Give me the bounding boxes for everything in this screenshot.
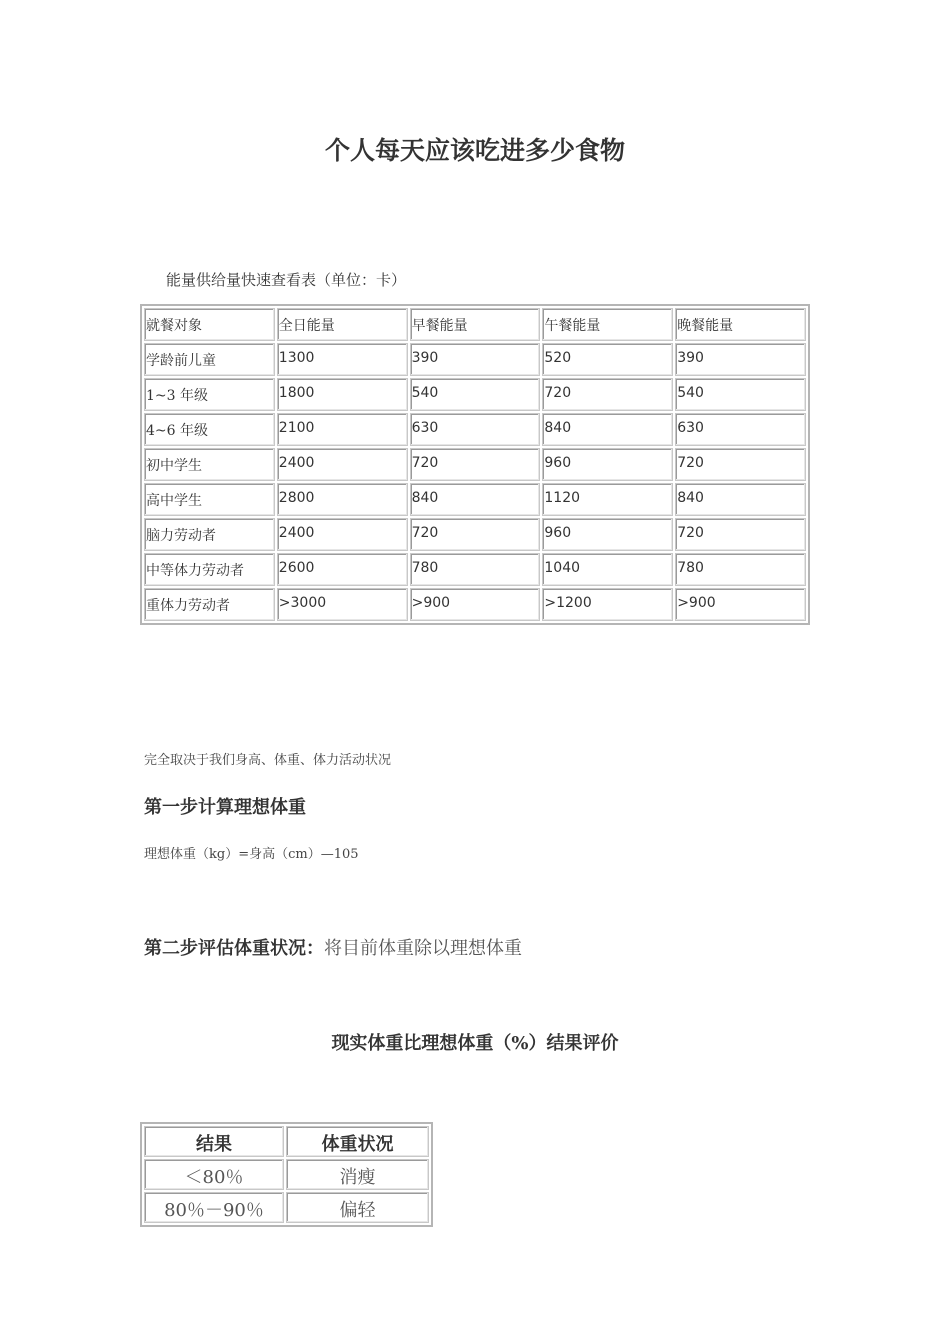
table-row [144, 553, 806, 586]
table-row [144, 483, 806, 516]
step1-heading: 第一步计算理想体重 [144, 797, 306, 818]
table-cell: >1200 [542, 588, 673, 621]
table-row [144, 413, 806, 446]
table-cell: 1800 [277, 378, 408, 411]
table-cell: 学龄前儿童 [144, 343, 275, 376]
table-cell: 520 [542, 343, 673, 376]
table-cell: 1~3 年级 [144, 378, 275, 411]
table-cell: 780 [675, 553, 806, 586]
step2-paragraph [144, 934, 522, 960]
table-cell: 1040 [542, 553, 673, 586]
table-cell: 630 [675, 413, 806, 446]
table-cell: 2100 [277, 413, 408, 446]
table-caption: 能量供给量快速查看表（单位：卡） [166, 271, 407, 289]
table-header-cell: 午餐能量 [542, 308, 673, 341]
page-title: 个人每天应该吃进多少食物 [324, 136, 625, 165]
table-cell: 720 [542, 378, 673, 411]
table-row [144, 1192, 429, 1223]
table-row [144, 343, 806, 376]
table-cell: 偏轻 [286, 1192, 429, 1223]
table-cell: 80％－90％ [144, 1192, 284, 1223]
table-cell: 脑力劳动者 [144, 518, 275, 551]
table-cell: 2800 [277, 483, 408, 516]
table-cell: 初中学生 [144, 448, 275, 481]
table-cell: 840 [410, 483, 541, 516]
table-cell: 390 [410, 343, 541, 376]
table-cell: 960 [542, 448, 673, 481]
step2-heading: 第二步评估体重状况： [144, 938, 324, 959]
table-cell: >900 [675, 588, 806, 621]
table-cell: 重体力劳动者 [144, 588, 275, 621]
table-cell: 1120 [542, 483, 673, 516]
table-cell: 2400 [277, 518, 408, 551]
energy-table-header-row [144, 308, 806, 341]
table-header-cell: 晚餐能量 [675, 308, 806, 341]
table-cell: >3000 [277, 588, 408, 621]
table-cell: 840 [675, 483, 806, 516]
table-cell: 540 [675, 378, 806, 411]
table-cell: 390 [675, 343, 806, 376]
table-cell: 消瘦 [286, 1159, 429, 1190]
table-cell: 720 [410, 448, 541, 481]
ideal-weight-formula: 理想体重（kg）=身高（cm）—105 [144, 847, 359, 862]
result-table-header-row [144, 1126, 429, 1157]
table-cell: 630 [410, 413, 541, 446]
energy-table-body [144, 308, 806, 621]
table-cell: 540 [410, 378, 541, 411]
table-cell: 2400 [277, 448, 408, 481]
table-row [144, 518, 806, 551]
step2-text: 将目前体重除以理想体重 [324, 938, 522, 959]
table-cell: 780 [410, 553, 541, 586]
energy-table [140, 304, 810, 625]
table-header-cell: 早餐能量 [410, 308, 541, 341]
table-header-cell: 体重状况 [286, 1126, 429, 1157]
table-row [144, 1159, 429, 1190]
table-row [144, 588, 806, 621]
result-table-body [144, 1126, 429, 1223]
result-table [140, 1122, 433, 1227]
table-cell: 中等体力劳动者 [144, 553, 275, 586]
table-header-cell: 结果 [144, 1126, 284, 1157]
evaluation-title: 现实体重比理想体重（%）结果评价 [331, 1033, 619, 1054]
table-cell: 高中学生 [144, 483, 275, 516]
table-cell: 840 [542, 413, 673, 446]
table-header-cell: 就餐对象 [144, 308, 275, 341]
table-cell: 720 [675, 518, 806, 551]
intro-text: 完全取决于我们身高、体重、体力活动状况 [144, 753, 392, 768]
table-cell: 1300 [277, 343, 408, 376]
table-cell: >900 [410, 588, 541, 621]
table-row [144, 378, 806, 411]
table-cell: 720 [410, 518, 541, 551]
table-cell: 720 [675, 448, 806, 481]
table-row [144, 448, 806, 481]
table-header-cell: 全日能量 [277, 308, 408, 341]
table-cell: ＜80％ [144, 1159, 284, 1190]
table-cell: 2600 [277, 553, 408, 586]
table-cell: 960 [542, 518, 673, 551]
table-cell: 4~6 年级 [144, 413, 275, 446]
